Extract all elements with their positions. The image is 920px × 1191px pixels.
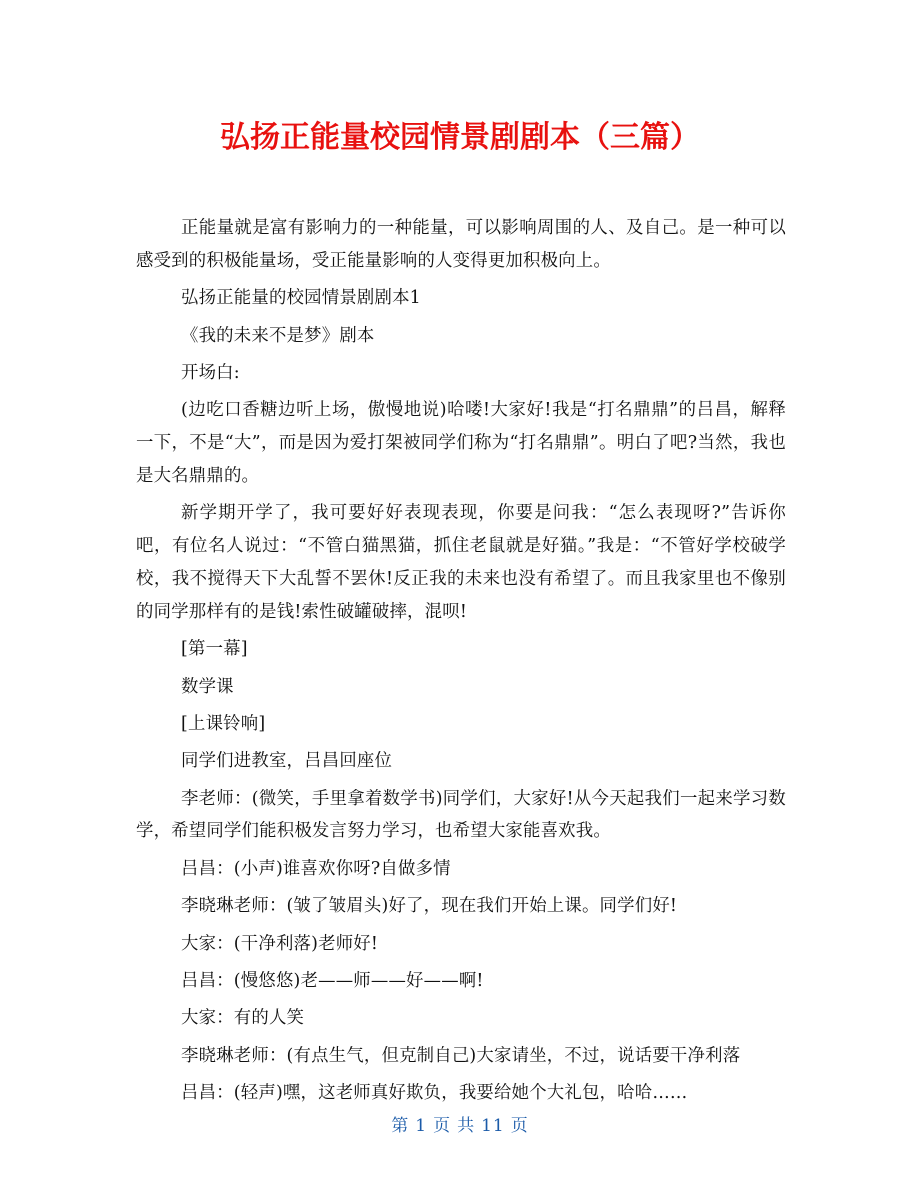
page-footer (0, 1113, 920, 1139)
paragraph: 李晓琳老师：(皱了皱眉头)好了，现在我们开始上课。同学们好! (181, 896, 678, 917)
paragraph: 吕昌：(轻声)嘿，这老师真好欺负，我要给她个大礼包，哈哈…… (181, 1083, 688, 1104)
paragraph: 李晓琳老师：(有点生气，但克制自己)大家请坐，不过，说话要干净利落 (181, 1045, 741, 1066)
paragraph: 新学期开学了，我可要好好表现表现，你要是问我：“怎么表现呀?”告诉你吧，有位名人说过：“不管白猫黑猫，抓住老鼠就是好猫。”我是：“不管好学校破学校，我不搅得天下大乱誓不罢休!反正我的未来也没有希望了。而且我家里也不像别的同学那样有的是钱!索性破罐破摔，混呗! (136, 503, 786, 622)
paragraph: 正能量就是富有影响力的一种能量，可以影响周围的人、及自己。是一种可以感受到的积极能量场，受正能量影响的人变得更加积极向上。 (136, 218, 786, 271)
footer-total-pages: 11 (481, 1116, 505, 1136)
paragraph: 吕昌：(慢悠悠)老——师——好——啊! (181, 971, 484, 992)
paragraph: 数学课 (181, 676, 234, 697)
paragraph: 大家：(干净利落)老师好! (181, 933, 379, 954)
paragraph: 李老师：(微笑，手里拿着数学书)同学们，大家好!从今天起我们一起来学习数学，希望同学们能积极发言努力学习，也希望大家能喜欢我。 (136, 788, 786, 842)
footer-page-label: 第 (391, 1116, 410, 1136)
paragraph: 弘扬正能量的校园情景剧剧本1 (181, 288, 421, 309)
paragraph: 吕昌：(小声)谁喜欢你呀?自做多情 (181, 858, 451, 879)
paragraph: (边吃口香糖边听上场，傲慢地说)哈喽!大家好!我是“打名鼎鼎”的吕昌，解释一下，不是“大”，而是因为爱打架被同学们称为“打名鼎鼎”。明白了吧?当然，我也是大名鼎鼎的。 (136, 400, 786, 486)
paragraph: 开场白: (181, 362, 240, 383)
document-title: 弘扬正能量校园情景剧剧本（三篇） (220, 120, 700, 155)
paragraph: [上课铃响] (181, 713, 266, 734)
paragraph: 大家：有的人笑 (181, 1008, 305, 1029)
footer-total-label: 共 (457, 1116, 476, 1136)
footer-current-page: 1 (415, 1116, 428, 1136)
paragraph: [第一幕] (181, 639, 248, 660)
paragraph: 同学们进教室，吕昌回座位 (181, 751, 393, 772)
footer-total-unit: 页 (510, 1116, 529, 1136)
paragraph: 《我的未来不是梦》剧本 (181, 325, 375, 346)
footer-page-unit: 页 (433, 1116, 452, 1136)
document-body (136, 212, 786, 1115)
